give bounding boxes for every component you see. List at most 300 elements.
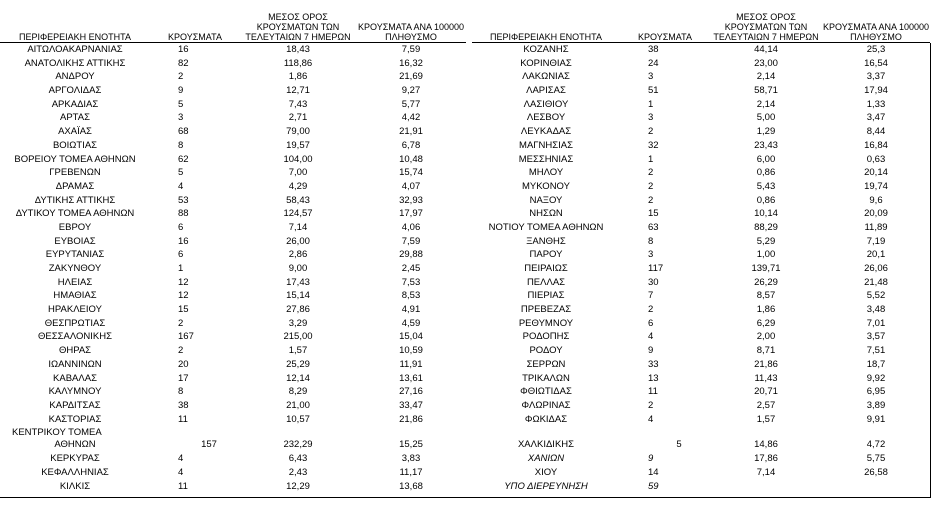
cases-cell: 2 [648,126,654,138]
avg-7d-cell: 1,00 [756,249,776,261]
cases-cell: 4 [178,466,184,478]
per-100k-cell: 9,6 [869,194,883,206]
per-100k-cell: 15,74 [399,167,423,179]
table-row [472,235,930,249]
per-100k-cell: 11,89 [864,221,888,233]
avg-7d-cell: 23,00 [754,57,778,69]
table-row [472,221,930,235]
region-cell: ΑΡΓΟΛΙΔΑΣ [48,85,102,97]
header-per-100k: ΚΡΟΥΣΜΑΤΑ ΑΝΑ 100000 ΠΛΗΘΥΣΜΟ [358,22,464,42]
avg-7d-cell: 23,43 [754,139,778,151]
per-100k-cell: 3,89 [866,399,886,411]
region-cell: ΝΑΞΟΥ [529,194,563,206]
cases-cell: 3 [648,249,654,261]
region-cell: ΡΟΔΟΠΗΣ [522,331,570,343]
table-row [472,317,930,331]
region-cell: ΠΕΛΛΑΣ [526,276,566,288]
avg-7d-cell: 6,29 [756,317,776,329]
avg-7d-cell: 1,29 [756,126,776,138]
table-row [472,413,930,427]
table-row [0,98,466,112]
cases-cell: 2 [648,180,654,192]
per-100k-cell: 4,59 [401,317,421,329]
avg-7d-cell: 21,00 [286,399,310,411]
table-row [0,399,466,413]
region-cell: ΜΥΚΟΝΟΥ [522,180,570,192]
bottom-rule [0,497,930,498]
cases-cell: 30 [648,276,659,288]
cases-cell: 59 [648,480,659,492]
table-row [472,399,930,413]
cases-cell: 6 [178,221,184,233]
per-100k-cell: 5,52 [866,290,886,302]
cases-cell: 33 [648,358,659,370]
table-row [472,372,930,386]
region-cell: ΓΡΕΒΕΝΩΝ [49,167,101,179]
region-cell: ΚΙΛΚΙΣ [59,480,91,492]
cases-cell: 12 [178,276,189,288]
cases-cell: 13 [648,372,659,384]
avg-7d-cell: 5,43 [756,180,776,192]
avg-7d-cell: 25,29 [286,358,310,370]
header-region: ΠΕΡΙΦΕΡΕΙΑΚΗ ΕΝΟΤΗΤΑ [489,32,603,42]
region-cell: ΑΝΔΡΟΥ [55,71,95,83]
table-row [0,235,466,249]
avg-7d-cell: 2,71 [288,112,308,124]
avg-7d-cell: 12,71 [286,85,310,97]
per-100k-cell: 4,06 [401,221,421,233]
avg-7d-cell [710,480,822,494]
table-row [0,194,466,208]
per-100k-cell: 8,44 [866,126,886,138]
table-row [0,480,466,494]
table-row [472,385,930,399]
avg-7d-cell: 5,29 [756,235,776,247]
region-cell: ΔΥΤΙΚΟΥ ΤΟΜΕΑ ΑΘΗΝΩΝ [15,208,135,220]
table-row [0,57,466,71]
cases-cell: 11 [178,413,188,425]
per-100k-cell: 16,84 [864,139,888,151]
table-row [0,317,466,331]
per-100k-cell: 33,47 [399,399,423,411]
table-row [472,289,930,303]
cases-cell: 16 [178,44,189,55]
table-row [472,480,930,494]
avg-7d-cell: 17,43 [286,276,310,288]
table-row [472,276,930,290]
per-100k-cell: 4,07 [401,180,421,192]
cases-cell: 17 [178,372,189,384]
cases-cell: 1 [648,98,654,110]
avg-7d-cell: 12,29 [286,480,310,492]
cases-cell: 62 [178,153,189,165]
avg-7d-cell: 21,86 [754,358,778,370]
per-100k-cell: 25,3 [866,44,886,55]
per-100k-cell: 17,97 [399,208,423,220]
region-cell: ΔΡΑΜΑΣ [55,180,95,192]
region-cell: ΤΡΙΚΑΛΩΝ [522,372,570,384]
cases-cell: 16 [178,235,189,247]
region-cell: ΝΟΤΙΟΥ ΤΟΜΕΑ ΑΘΗΝΩΝ [488,221,604,233]
avg-7d-cell: 18,43 [286,44,310,55]
per-100k-cell: 4,42 [401,112,421,124]
region-cell: ΛΕΥΚΑΔΑΣ [520,126,572,138]
region-cell: ΣΕΡΡΩΝ [526,358,566,370]
per-100k-cell: 13,61 [399,372,423,384]
region-cell: ΜΑΓΝΗΣΙΑΣ [519,139,573,151]
cases-cell: 12 [178,290,189,302]
avg-7d-cell: 2,43 [288,466,308,478]
per-100k-cell: 26,06 [864,263,888,274]
table-row [0,330,466,344]
cases-cell: 9 [648,453,654,465]
region-cell: ΧΙΟΥ [534,466,558,478]
cases-cell: 6 [648,317,654,329]
avg-7d-cell: 26,00 [286,235,310,247]
per-100k-cell: 3,57 [866,331,886,343]
per-100k-cell: 9,91 [866,413,886,425]
region-cell: ΕΥΒΟΙΑΣ [54,235,96,247]
region-cell: ΡΕΘΥΜΝΟΥ [518,317,574,329]
per-100k-cell: 5,75 [866,453,886,465]
table-row [0,43,466,57]
per-100k-cell: 6,95 [866,386,886,398]
region-cell: ΗΡΑΚΛΕΙΟΥ [48,304,102,316]
avg-7d-cell: 7,14 [288,221,308,233]
right-rows [472,43,930,493]
cases-cell: 2 [178,345,184,357]
per-100k-cell: 10,48 [399,153,423,165]
table-row [472,344,930,358]
avg-7d-cell: 7,43 [288,98,308,110]
per-100k-cell: 11,91 [399,358,423,370]
cases-cell: 2 [648,194,654,206]
avg-7d-cell: 10,14 [754,208,778,220]
per-100k-cell: 9,92 [866,372,886,384]
cases-cell: 4 [178,180,184,192]
cases-cell: 20 [178,358,189,370]
table-row [0,344,466,358]
per-100k-cell: 8,53 [401,290,421,302]
table-row [0,221,466,235]
region-cell: ΝΗΣΩΝ [529,208,563,220]
avg-7d-cell: 11,43 [754,372,778,384]
cases-cell: 9 [178,85,184,97]
table-row [0,372,466,386]
table-row [472,466,930,480]
cases-cell: 167 [178,331,194,343]
cases-cell: 68 [178,126,189,138]
avg-7d-cell: 9,00 [288,263,308,274]
region-cell: ΠΕΙΡΑΙΩΣ [524,263,568,274]
per-100k-cell: 21,69 [399,71,423,83]
per-100k-cell: 1,33 [866,98,886,110]
table-row [472,262,930,276]
table-row [472,43,930,57]
cases-cell: 3 [178,112,184,124]
avg-7d-cell: 12,14 [286,372,310,384]
region-cell: ΑΡΤΑΣ [60,112,90,124]
cases-cell: 2 [178,71,184,83]
region-cell: ΑΙΤΩΛΟΑΚΑΡΝΑΝΙΑΣ [27,44,123,55]
region-cell: ΦΩΚΙΔΑΣ [524,413,568,425]
region-cell: ΕΥΡΥΤΑΝΙΑΣ [45,249,105,261]
header-avg-7d: ΜΕΣΟΣ ΟΡΟΣ ΚΡΟΥΣΜΑΤΩΝ ΤΩΝ ΤΕΛΕΥΤΑΙΩΝ 7 ΗΜΕΡΩΝ [713,12,819,42]
table-row [0,180,466,194]
cases-cell: 15 [178,304,189,316]
region-cell: ΧΑΛΚΙΔΙΚΗΣ [517,439,575,451]
header-cases: ΚΡΟΥΣΜΑΤΑ [168,32,222,42]
table-row [472,98,930,112]
avg-7d-cell: 2,57 [756,399,776,411]
per-100k-cell: 2,45 [401,263,421,274]
table-row [0,426,466,452]
table-row [0,70,466,84]
region-cell: ΚΟΖΑΝΗΣ [523,44,569,55]
region-cell: ΚΑΣΤΟΡΙΑΣ [48,413,102,425]
header-region: ΠΕΡΙΦΕΡΕΙΑΚΗ ΕΝΟΤΗΤΑ [18,32,132,42]
region-cell: ΚΑΒΑΛΑΣ [53,372,97,384]
table-row [0,452,466,466]
region-cell: ΚΑΡΔΙΤΣΑΣ [49,399,101,411]
cases-cell: 53 [178,194,189,206]
per-100k-cell: 4,72 [866,439,886,451]
region-cell: ΞΑΝΘΗΣ [526,235,566,247]
per-100k-cell: 15,25 [399,439,423,451]
per-100k-cell: 13,68 [399,480,423,492]
region-cell: ΗΜΑΘΙΑΣ [53,290,97,302]
table-row [472,57,930,71]
avg-7d-cell: 5,00 [756,112,776,124]
cases-cell: 1 [648,153,654,165]
table-row [472,180,930,194]
avg-7d-cell: 2,14 [756,98,776,110]
region-cell: ΚΑΛΥΜΝΟΥ [48,386,102,398]
avg-7d-cell: 7,14 [756,466,776,478]
table-row [0,111,466,125]
avg-7d-cell: 1,57 [756,413,776,425]
avg-7d-cell: 0,86 [756,194,776,206]
table-row [472,248,930,262]
cases-cell: 11 [648,386,658,398]
avg-7d-cell: 1,86 [756,304,776,316]
avg-7d-cell: 1,86 [288,71,308,83]
region-cell: ΚΕΡΚΥΡΑΣ [50,453,100,465]
region-cell: ΠΡΕΒΕΖΑΣ [520,304,572,316]
region-cell: ΦΛΩΡΙΝΑΣ [521,399,571,411]
per-100k-cell: 26,58 [864,466,888,478]
header-avg-7d: ΜΕΣΟΣ ΟΡΟΣ ΚΡΟΥΣΜΑΤΩΝ ΤΩΝ ΤΕΛΕΥΤΑΙΩΝ 7 ΗΜΕΡΩΝ [245,12,351,42]
per-100k-cell: 19,74 [864,180,888,192]
avg-7d-cell: 4,29 [288,180,308,192]
table-row [0,358,466,372]
region-cell: ΘΕΣΠΡΩΤΙΑΣ [44,317,106,329]
cases-cell: 11 [178,480,188,492]
per-100k-cell: 10,59 [399,345,423,357]
cases-cell: 3 [648,112,654,124]
avg-7d-cell: 44,14 [754,44,778,55]
table-row [0,289,466,303]
avg-7d-cell: 58,71 [754,85,778,97]
cases-cell: 15 [648,208,659,220]
per-100k-cell: 17,94 [864,85,888,97]
region-cell: ΒΟΡΕΙΟΥ ΤΟΜΕΑ ΑΘΗΝΩΝ [14,153,136,165]
table-row [0,385,466,399]
table-row [0,166,466,180]
table-row [0,466,466,480]
header-cases: ΚΡΟΥΣΜΑΤΑ [638,32,692,42]
cases-cell: 2 [648,399,654,411]
per-100k-cell: 7,19 [866,235,886,247]
avg-7d-cell: 15,14 [286,290,310,302]
right-border [930,43,931,498]
table-row [0,262,466,276]
per-100k-cell: 32,93 [399,194,423,206]
cases-cell: 63 [648,221,659,233]
cases-cell: 157 [201,439,217,451]
per-100k-cell: 29,88 [399,249,423,261]
per-100k-cell: 7,59 [401,235,421,247]
per-100k-cell: 18,7 [866,358,886,370]
region-cell: ΙΩΑΝΝΙΝΩΝ [48,358,102,370]
cases-cell: 6 [178,249,184,261]
avg-7d-cell: 215,00 [283,331,313,343]
table-row [472,166,930,180]
cases-cell: 88 [178,208,189,220]
avg-7d-cell: 8,29 [288,386,308,398]
avg-7d-cell: 1,57 [288,345,308,357]
region-cell: ΛΑΚΩΝΙΑΣ [522,71,570,83]
left-rows [0,43,466,493]
avg-7d-cell: 17,86 [754,453,778,465]
avg-7d-cell: 124,57 [283,208,313,220]
table-row [472,358,930,372]
region-cell: ΑΧΑΪΑΣ [58,126,92,138]
table-row [472,426,930,452]
per-100k-cell: 15,04 [399,331,423,343]
region-cell: ΔΥΤΙΚΗΣ ΑΤΤΙΚΗΣ [34,194,116,206]
table-row [0,139,466,153]
avg-7d-cell: 19,57 [286,139,310,151]
per-100k-cell: 20,1 [866,249,886,261]
table-row [0,276,466,290]
per-100k-cell: 7,01 [866,317,886,329]
avg-7d-cell: 2,00 [756,331,776,343]
cases-cell: 4 [178,453,184,465]
per-100k-cell: 7,53 [401,276,421,288]
cases-cell: 14 [648,466,659,478]
region-cell: ΜΗΛΟΥ [528,167,564,179]
region-cell: ΚΟΡΙΝΘΙΑΣ [520,57,572,69]
table-row [0,153,466,167]
cases-cell: 5 [676,439,682,451]
per-100k-cell: 27,16 [399,386,423,398]
avg-7d-cell: 8,71 [756,345,776,357]
region-cell: ΥΠΟ ΔΙΕΡΕΥΝΗΣΗ [504,480,588,492]
region-cell: ΡΟΔΟΥ [529,345,563,357]
region-cell: ΦΘΙΩΤΙΔΑΣ [520,386,572,398]
avg-7d-cell: 139,71 [751,263,781,274]
region-cell: ΖΑΚΥΝΘΟΥ [48,263,102,274]
region-cell: ΜΕΣΣΗΝΙΑΣ [518,153,574,165]
cases-cell: 32 [648,139,659,151]
avg-7d-cell: 2,14 [756,71,776,83]
region-cell: ΑΝΑΤΟΛΙΚΗΣ ΑΤΤΙΚΗΣ [24,57,126,69]
table-row [472,452,930,466]
per-100k-cell: 3,48 [866,304,886,316]
avg-7d-cell: 20,71 [754,386,778,398]
avg-7d-cell: 8,57 [756,290,776,302]
cases-cell: 7 [648,290,654,302]
table-row [472,111,930,125]
region-cell: ΚΕΝΤΡΙΚΟΥ ΤΟΜΕΑ ΑΘΗΝΩΝ [12,427,102,451]
per-100k-cell: 4,91 [401,304,421,316]
avg-7d-cell: 3,29 [288,317,308,329]
cases-cell: 4 [648,413,654,425]
per-100k-cell: 9,27 [401,85,421,97]
per-100k-cell: 20,14 [864,167,888,179]
table-row [472,330,930,344]
region-cell: ΚΕΦΑΛΛΗΝΙΑΣ [41,466,109,478]
table-row [472,194,930,208]
header-per-100k: ΚΡΟΥΣΜΑΤΑ ΑΝΑ 100000 ΠΛΗΘΥΣΜΟ [823,22,929,42]
cases-cell: 51 [648,85,659,97]
region-cell: ΒΟΙΩΤΙΑΣ [52,139,98,151]
avg-7d-cell: 6,00 [756,153,776,165]
per-100k-cell: 7,59 [401,44,421,55]
avg-7d-cell: 58,43 [286,194,310,206]
region-cell: ΕΒΡΟΥ [58,221,92,233]
cases-cell: 38 [178,399,189,411]
per-100k-cell: 21,48 [864,276,888,288]
avg-7d-cell: 88,29 [754,221,778,233]
cases-cell: 8 [178,139,184,151]
avg-7d-cell: 2,86 [288,249,308,261]
per-100k-cell: 0,63 [866,153,886,165]
avg-7d-cell: 0,86 [756,167,776,179]
region-cell: ΛΕΣΒΟΥ [526,112,566,124]
cases-cell: 5 [178,167,184,179]
table-row [472,153,930,167]
region-cell: ΠΑΡΟΥ [529,249,563,261]
table-row [472,139,930,153]
cases-cell: 117 [648,263,664,274]
table-row [472,70,930,84]
per-100k-cell: 3,37 [866,71,886,83]
table-row [472,84,930,98]
cases-cell: 3 [648,71,654,83]
region-cell: ΛΑΣΙΘΙΟΥ [523,98,569,110]
table-row [0,248,466,262]
table-row [0,84,466,98]
cases-cell: 2 [648,304,654,316]
cases-cell: 5 [178,98,184,110]
avg-7d-cell: 14,86 [754,439,778,451]
region-cell: ΘΗΡΑΣ [58,345,92,357]
cases-cell: 9 [648,345,654,357]
cases-cell: 2 [648,167,654,179]
region-cell: ΛΑΡΙΣΑΣ [526,85,566,97]
cases-cell: 8 [648,235,654,247]
table-row [472,303,930,317]
per-100k-cell: 5,77 [401,98,421,110]
per-100k-cell [822,480,930,494]
avg-7d-cell: 6,43 [288,453,308,465]
per-100k-cell: 16,54 [864,57,888,69]
table-row [0,207,466,221]
per-100k-cell: 7,51 [866,345,886,357]
per-100k-cell: 11,17 [399,466,423,478]
